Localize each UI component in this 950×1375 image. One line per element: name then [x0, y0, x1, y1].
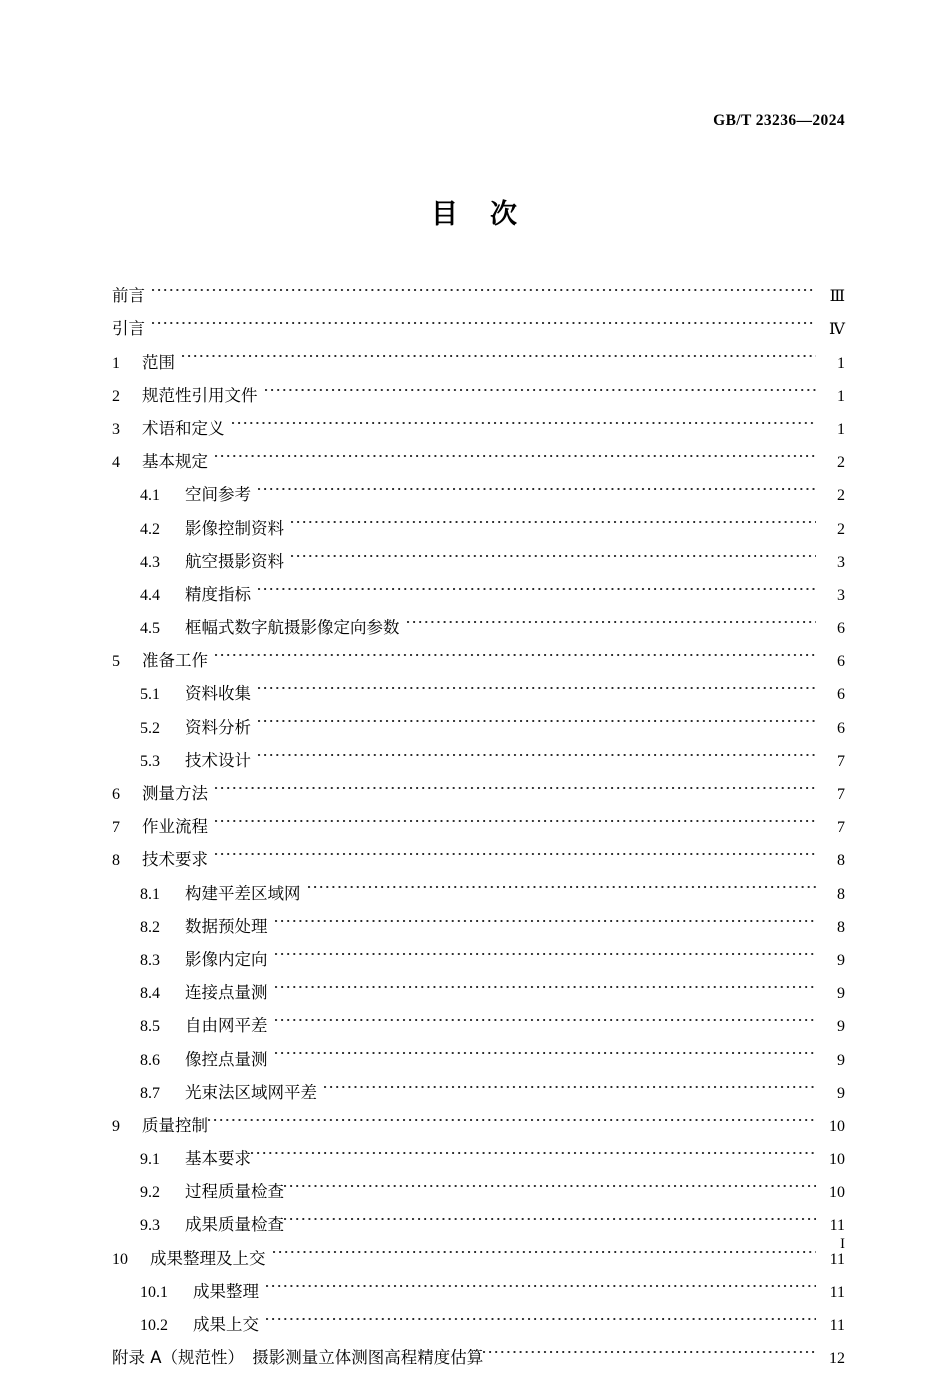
toc-entry[interactable]: [112, 334, 845, 372]
toc-leader-dots: [308, 865, 817, 898]
toc-leader-dots: [215, 633, 816, 666]
toc-entry-page-number: 9: [837, 1018, 845, 1036]
toc-entry-number: 6: [112, 786, 120, 803]
toc-entry-number: 7: [112, 819, 120, 837]
toc-entry-number: 10.1: [140, 1283, 168, 1301]
toc-entry-label: 空间参考: [185, 485, 251, 505]
toc-entry-label: 附录 A（规范性） 摄影测量立体测图高程精度估算: [112, 1348, 484, 1368]
toc-entry-page-number: 11: [829, 1217, 845, 1235]
toc-entry[interactable]: [112, 633, 845, 671]
toc-entry-label: 测量方法: [142, 784, 208, 803]
toc-entry-label: 成果整理: [193, 1281, 259, 1301]
toc-entry-page-number: 9: [837, 1084, 845, 1102]
toc-entry[interactable]: [112, 766, 845, 803]
toc-entry-label: 资料分析: [185, 717, 251, 737]
running-header-standard-number: GB/T 23236—2024: [713, 112, 845, 129]
toc-entry-label: 资料收集: [185, 684, 251, 704]
toc-leader-dots: [275, 965, 817, 998]
toc-entry-number: 4.1: [140, 487, 160, 505]
toc-leader-dots: [258, 733, 816, 766]
toc-entry-page-number: 9: [837, 951, 845, 969]
toc-leader-dots: [291, 534, 816, 567]
toc-entry-label: 技术要求: [142, 850, 208, 870]
toc-leader-dots: [215, 799, 816, 832]
toc-entry-page-number: 10: [829, 1184, 845, 1202]
toc-entry-number: 9.2: [140, 1184, 160, 1202]
toc-entry-number: 8.1: [140, 885, 160, 903]
toc-entry-label: 基本规定: [142, 452, 208, 472]
toc-entry[interactable]: [112, 666, 845, 704]
toc-entry-page-number: 3: [837, 586, 845, 604]
toc-leader-dots: [215, 832, 816, 865]
toc-entry-number: 5.3: [140, 752, 160, 770]
toc-entry[interactable]: [112, 301, 845, 339]
toc-entry-page-number: 1: [837, 420, 845, 438]
toc-entry-number: 5: [112, 653, 120, 671]
toc-leader-dots: [182, 334, 816, 367]
toc-entry-page-number: 10: [829, 1151, 845, 1169]
toc-entry-page-number: 2: [837, 454, 845, 472]
toc-entry-number: 8.3: [140, 951, 160, 969]
toc-entry-page-number: 7: [837, 786, 845, 803]
toc-entry-number: 8: [112, 852, 120, 870]
toc-entry-page-number: 12: [829, 1350, 845, 1368]
toc-leader-dots: [291, 500, 816, 533]
toc-entry-number: 4.4: [140, 586, 160, 604]
toc-entry-page-number: 1: [837, 387, 845, 405]
toc-leader-dots: [483, 1330, 816, 1363]
toc-entry-label: 框幅式数字航摄影像定向参数: [185, 618, 400, 638]
toc-leader-dots: [208, 1098, 816, 1131]
toc-entry-number: 8.4: [140, 985, 160, 1003]
toc-leader-dots: [251, 1131, 816, 1164]
toc-entry-page-number: 6: [837, 620, 845, 638]
toc-entry-number: 8.5: [140, 1018, 160, 1036]
table-of-contents: [112, 268, 845, 1368]
toc-entry-label: 质量控制: [142, 1115, 208, 1135]
toc-entry-page-number: 1: [837, 354, 845, 372]
toc-entry[interactable]: [112, 268, 845, 306]
toc-leader-dots: [265, 368, 817, 401]
toc-entry-label: 连接点量测: [185, 983, 268, 1003]
toc-leader-dots: [258, 467, 816, 500]
toc-entry[interactable]: [112, 467, 845, 505]
toc-entry-page-number: 2: [837, 520, 845, 538]
toc-entry-number: 1: [112, 354, 120, 372]
toc-entry-page-number: 7: [837, 752, 845, 770]
toc-entry-label: 影像控制资料: [185, 518, 284, 538]
toc-leader-dots: [215, 766, 816, 799]
toc-entry-number: 4: [112, 454, 120, 472]
toc-entry-page-number: 7: [837, 819, 845, 837]
toc-entry-page-number: Ⅳ: [829, 321, 845, 339]
toc-entry-page-number: 8: [837, 918, 845, 936]
toc-entry-page-number: 6: [837, 686, 845, 704]
toc-entry-number: 2: [112, 387, 120, 405]
toc-entry-label: 过程质量检查: [185, 1182, 284, 1202]
toc-entry-page-number: 11: [829, 1317, 845, 1334]
toc-entry[interactable]: [112, 1098, 845, 1135]
toc-entry-label: 构建平差区域网: [185, 883, 301, 903]
toc-entry-page-number: 6: [837, 719, 845, 737]
toc-entry-page-number: 8: [837, 885, 845, 903]
toc-entry[interactable]: [112, 865, 845, 903]
toc-entry-number: 3: [112, 420, 120, 438]
toc-entry-label: 像控点量测: [185, 1049, 268, 1069]
toc-leader-dots: [215, 434, 816, 467]
toc-entry-label: 精度指标: [185, 584, 251, 604]
toc-entry-label: 技术设计: [185, 750, 251, 770]
toc-entry-label: 范围: [142, 352, 175, 372]
toc-leader-dots: [275, 899, 817, 932]
toc-entry-number: 4.2: [140, 520, 160, 538]
toc-entry-label: 规范性引用文件: [142, 385, 258, 405]
toc-entry-label: 前言: [112, 286, 145, 306]
toc-entry-number: 4.5: [140, 620, 160, 638]
toc-entry-page-number: 11: [829, 1250, 845, 1268]
toc-leader-dots: [266, 1264, 816, 1297]
toc-entry-number: 5.1: [140, 686, 160, 704]
toc-entry-label: 引言: [112, 319, 145, 339]
toc-entry-label: 自由网平差: [185, 1016, 268, 1036]
toc-leader-dots: [275, 998, 817, 1031]
toc-entry-label: 数据预处理: [185, 916, 268, 936]
toc-entry[interactable]: [112, 1131, 845, 1169]
toc-entry-number: 8.7: [140, 1084, 160, 1102]
toc-entry-label: 光束法区域网平差: [185, 1082, 317, 1102]
toc-leader-dots: [258, 666, 816, 699]
toc-leader-dots: [275, 932, 817, 965]
toc-leader-dots: [275, 1031, 817, 1064]
toc-entry[interactable]: [112, 368, 845, 405]
toc-leader-dots: [258, 567, 816, 600]
toc-entry-page-number: 8: [837, 852, 845, 870]
toc-entry-label: 准备工作: [142, 651, 208, 671]
toc-entry-label: 成果上交: [193, 1315, 259, 1334]
toc-leader-dots: [324, 1065, 816, 1098]
toc-leader-dots: [258, 699, 816, 732]
toc-entry-page-number: 6: [837, 653, 845, 671]
toc-entry-page-number: Ⅲ: [829, 288, 845, 306]
toc-leader-dots: [284, 1197, 816, 1230]
toc-entry-number: 9.1: [140, 1151, 160, 1169]
toc-entry-label: 成果整理及上交: [150, 1248, 266, 1268]
toc-entry-label: 术语和定义: [142, 418, 225, 438]
page-title-char-1: 目: [431, 199, 460, 230]
page-title: [0, 192, 950, 231]
toc-leader-dots: [407, 600, 817, 633]
toc-entry[interactable]: [112, 832, 845, 870]
toc-entry-label: 基本要求: [185, 1149, 251, 1169]
toc-entry-page-number: 11: [829, 1283, 845, 1301]
toc-entry-number: 4.3: [140, 553, 160, 571]
footer-page-number: I: [840, 1236, 845, 1252]
toc-entry-page-number: 10: [829, 1117, 845, 1135]
toc-entry-number: 5.2: [140, 719, 160, 737]
toc-leader-dots: [284, 1164, 816, 1197]
toc-entry-label: 作业流程: [142, 817, 208, 837]
toc-entry-number: 8.6: [140, 1051, 160, 1069]
toc-leader-dots: [266, 1297, 816, 1330]
toc-entry-page-number: 9: [837, 1051, 845, 1069]
toc-entry-label: 航空摄影资料: [185, 551, 284, 571]
toc-entry-label: 成果质量检查: [185, 1215, 284, 1235]
toc-leader-dots: [152, 268, 816, 301]
toc-entry-number: 10.2: [140, 1317, 168, 1334]
toc-leader-dots: [232, 401, 817, 434]
toc-entry-label: 影像内定向: [185, 949, 268, 969]
toc-entry-number: 8.2: [140, 918, 160, 936]
toc-entry[interactable]: [112, 799, 845, 837]
toc-entry-page-number: 9: [837, 985, 845, 1003]
toc-entry[interactable]: [112, 434, 845, 472]
toc-leader-dots: [152, 301, 816, 334]
toc-entry-number: 9: [112, 1117, 120, 1135]
toc-entry-number: 10: [112, 1250, 128, 1268]
toc-entry-page-number: 3: [837, 553, 845, 571]
toc-entry-number: 9.3: [140, 1217, 160, 1235]
page-title-char-2: 次: [490, 199, 519, 230]
toc-entry-page-number: 2: [837, 487, 845, 505]
